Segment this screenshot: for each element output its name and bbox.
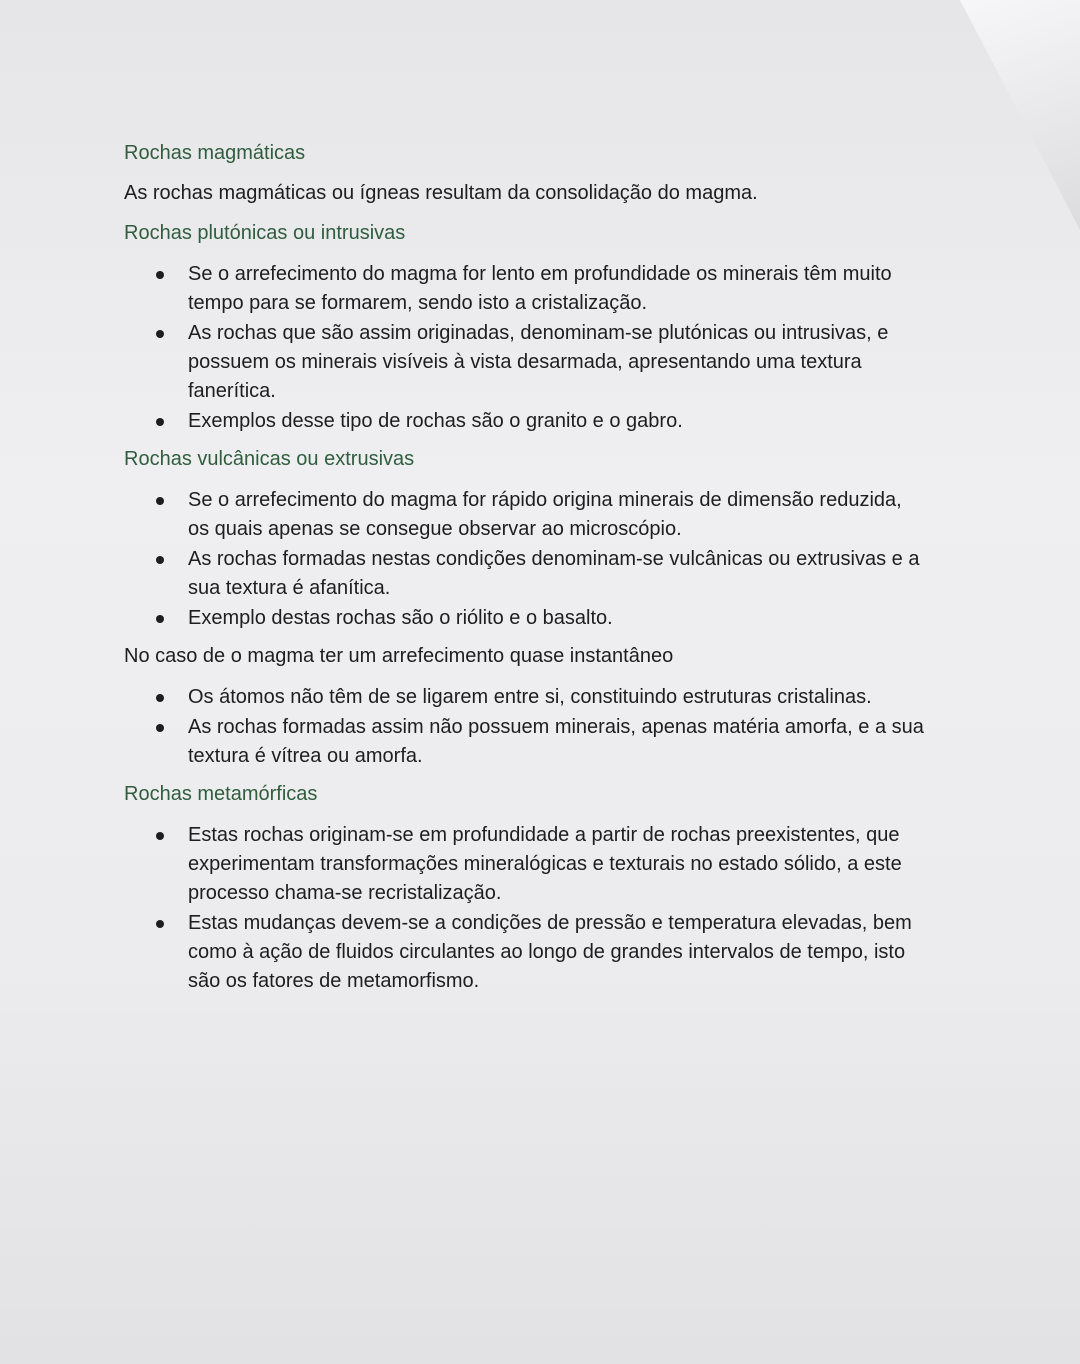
list-item-text: As rochas formadas nestas condições denominam-se vulcânicas ou extrusivas e a sua textura é afanítica. <box>188 548 920 599</box>
list-item-text: As rochas formadas assim não possuem minerais, apenas matéria amorfa, e a sua textura é vítrea ou amorfa. <box>188 716 924 767</box>
vulcanicas-list <box>154 486 924 633</box>
bullet-icon <box>156 694 164 702</box>
plutonicas-list <box>154 260 924 436</box>
heading-rochas-metamorficas: Rochas metamórficas <box>124 783 318 805</box>
bullet-icon <box>156 724 164 732</box>
list-item-text: Exemplo destas rochas são o riólito e o basalto. <box>188 607 613 629</box>
list-item <box>154 713 924 771</box>
list-item <box>154 683 924 712</box>
list-item <box>154 604 924 633</box>
bullet-icon <box>156 497 164 505</box>
intro-paragraph: As rochas magmáticas ou ígneas resultam da consolidação do magma. <box>124 182 758 204</box>
page-corner-fold <box>960 0 1080 230</box>
list-item <box>154 909 924 996</box>
instantaneo-list <box>154 683 924 771</box>
bullet-icon <box>156 556 164 564</box>
list-item <box>154 407 924 436</box>
list-item-text: Exemplos desse tipo de rochas são o granito e o gabro. <box>188 410 683 432</box>
bullet-icon <box>156 271 164 279</box>
list-item <box>154 260 924 318</box>
heading-rochas-vulcanicas: Rochas vulcânicas ou extrusivas <box>124 448 415 470</box>
heading-arrefecimento-instantaneo: No caso de o magma ter um arrefecimento quase instantâneo <box>124 645 674 667</box>
list-item-text: Os átomos não têm de se ligarem entre si, constituindo estruturas cristalinas. <box>188 686 872 708</box>
list-item <box>154 821 924 908</box>
list-item-text: Estas rochas originam-se em profundidade a partir de rochas preexistentes, que experimentam transformações mineralógicas e texturais no estado sólido, a este processo chama-se recristalização. <box>188 824 902 904</box>
document-body <box>124 140 924 1006</box>
list-item-text: As rochas que são assim originadas, denominam-se plutónicas ou intrusivas, e possuem os minerais visíveis à vista desarmada, apresentando uma textura fanerítica. <box>188 322 889 402</box>
list-item <box>154 545 924 603</box>
list-item <box>154 319 924 406</box>
bullet-icon <box>156 615 164 623</box>
list-item-text: Estas mudanças devem-se a condições de pressão e temperatura elevadas, bem como à ação de fluidos circulantes ao longo de grandes intervalos de tempo, isto são os fatores de metamorfismo. <box>188 912 912 992</box>
bullet-icon <box>156 418 164 426</box>
list-item <box>154 486 924 544</box>
heading-rochas-plutonicas: Rochas plutónicas ou intrusivas <box>124 222 406 244</box>
heading-rochas-magmaticas: Rochas magmáticas <box>124 142 306 164</box>
bullet-icon <box>156 330 164 338</box>
bullet-icon <box>156 832 164 840</box>
list-item-text: Se o arrefecimento do magma for lento em profundidade os minerais têm muito tempo para se formarem, sendo isto a cristalização. <box>188 263 892 314</box>
metamorficas-list <box>154 821 924 996</box>
bullet-icon <box>156 920 164 928</box>
list-item-text: Se o arrefecimento do magma for rápido origina minerais de dimensão reduzida, os quais apenas se consegue observar ao microscópio. <box>188 489 902 540</box>
